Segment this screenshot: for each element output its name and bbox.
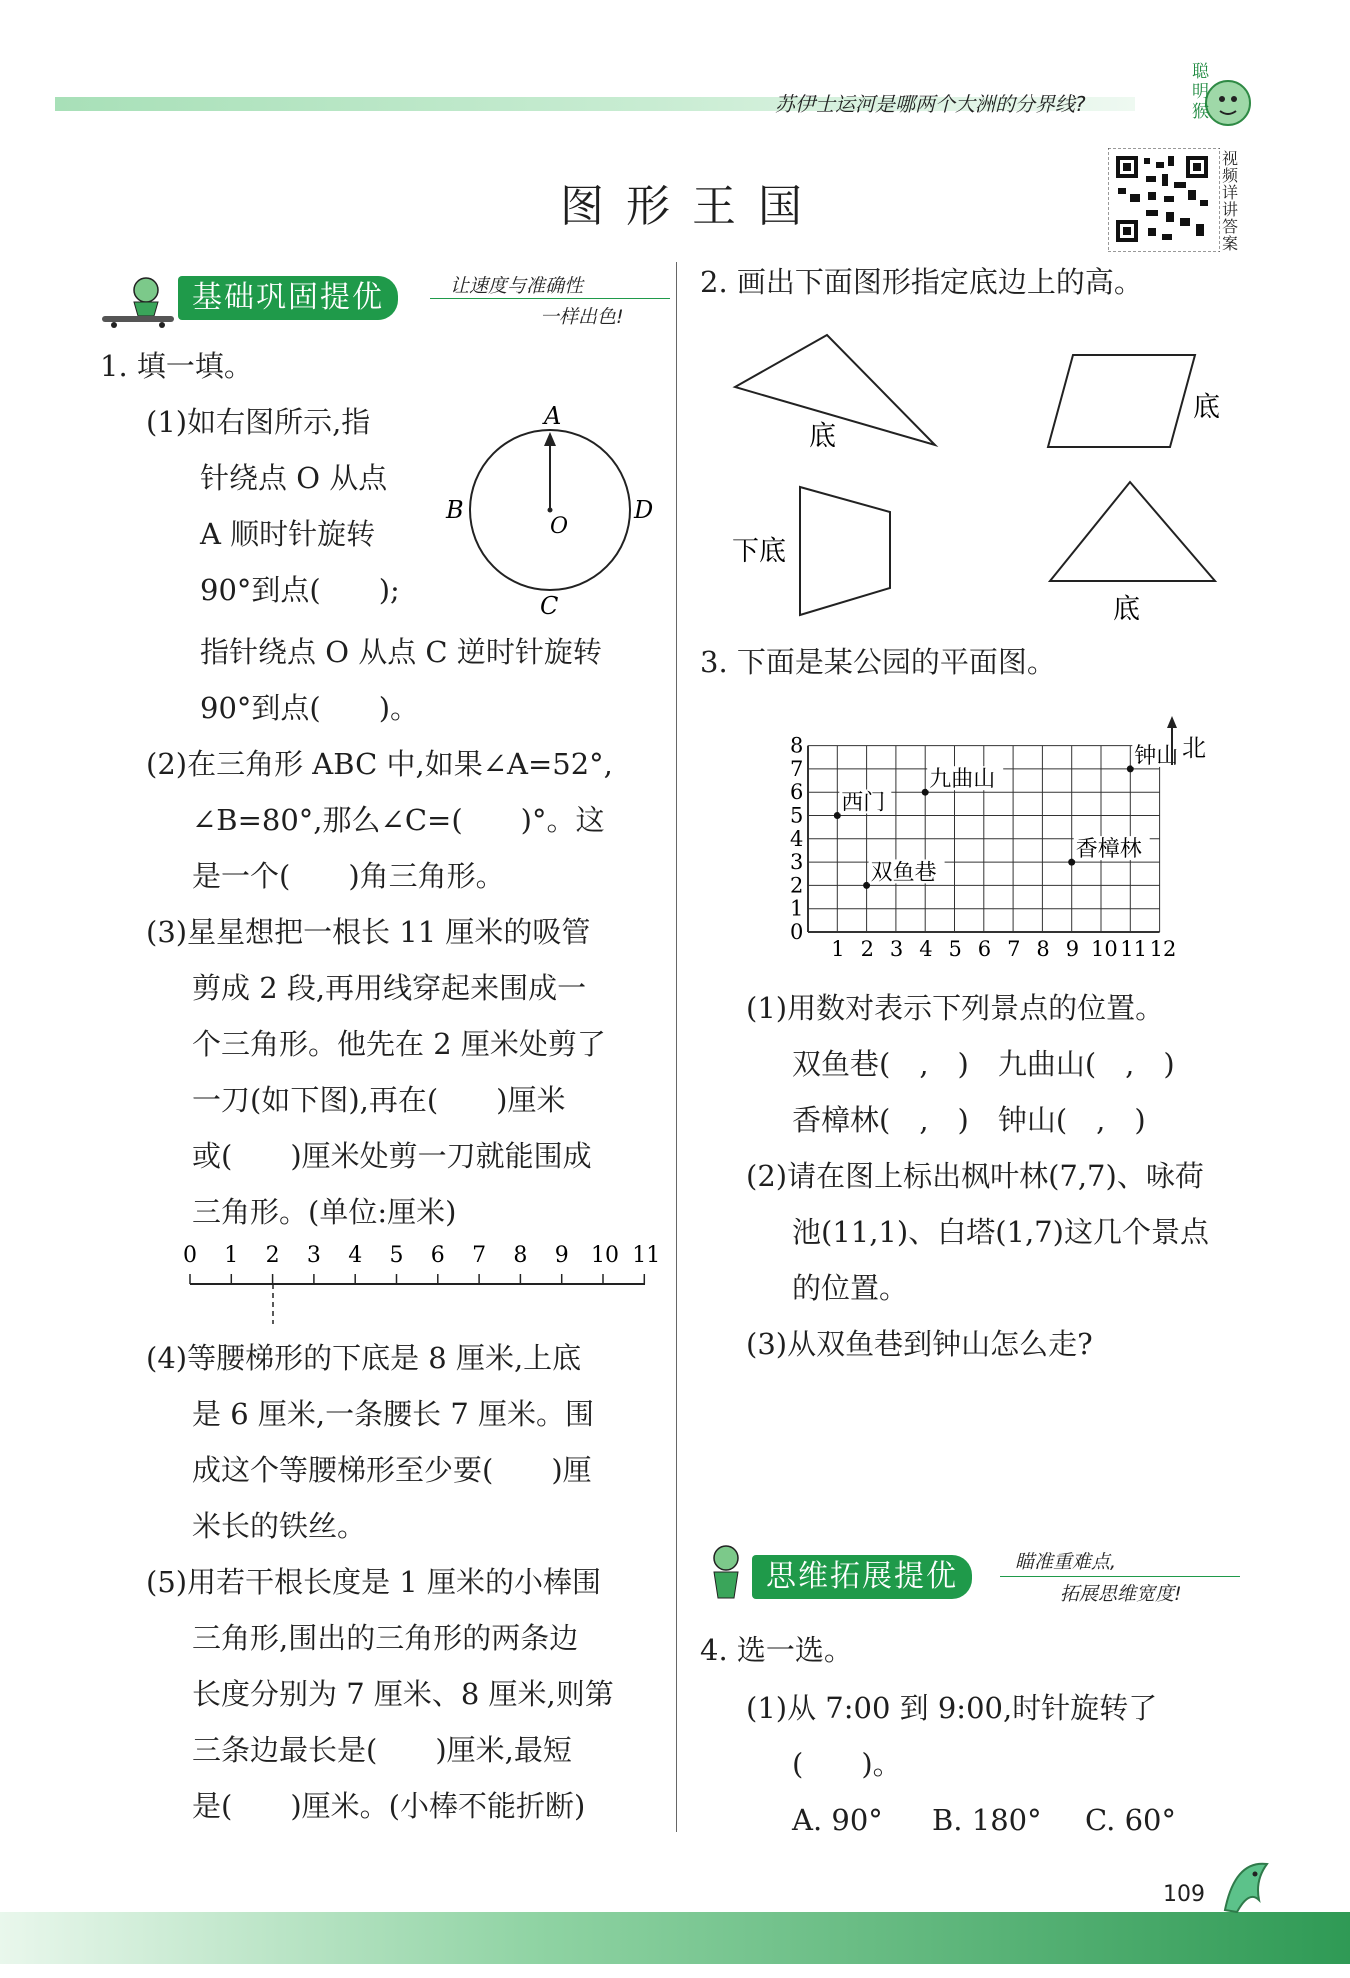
q1-5-line: 是( )厘米。(小棒不能折断) xyxy=(192,1789,586,1823)
q1-2-line: 是一个( )角三角形。 xyxy=(192,859,505,893)
ruler-tick-label: 10 xyxy=(591,1243,619,1268)
dolphin-icon xyxy=(1215,1850,1285,1940)
q1-1-line: 指针绕点 O 从点 C 逆时针旋转 xyxy=(200,635,602,669)
q1-4-line: 米长的铁丝。 xyxy=(192,1509,367,1543)
north-label: 北 xyxy=(1182,734,1206,762)
banner-line xyxy=(1000,1576,1240,1577)
q1-1-line: 90°到点( )。 xyxy=(200,691,420,725)
q1-3-line: 个三角形。他先在 2 厘米处剪了 xyxy=(192,1027,606,1061)
x-tick-label: 7 xyxy=(1007,937,1021,961)
mascot-label: 聪明猴 xyxy=(1192,62,1209,122)
y-tick-label: 6 xyxy=(790,780,804,805)
x-tick-label: 12 xyxy=(1149,937,1177,961)
section-banner-basic: 基础巩固提优 xyxy=(178,276,398,320)
triangle2-base-label: 底 xyxy=(1113,594,1140,625)
section-banner-extend: 思维拓展提优 xyxy=(752,1555,972,1599)
x-tick-label: 1 xyxy=(831,937,845,961)
label-c: C xyxy=(540,592,559,620)
ruler-tick-label: 5 xyxy=(389,1243,404,1268)
q1-3-line: 或( )厘米处剪一刀就能围成 xyxy=(192,1139,592,1173)
y-tick-label: 8 xyxy=(790,733,804,758)
x-tick-label: 6 xyxy=(977,937,992,961)
place-label: 香樟林 xyxy=(1075,837,1142,863)
triangle-shape xyxy=(1050,482,1215,581)
qr-label: 视频详讲答案 xyxy=(1222,149,1239,253)
triangle1-base-label: 底 xyxy=(809,421,836,452)
label-a: A xyxy=(544,402,562,430)
x-tick-label: 4 xyxy=(919,937,933,961)
ruler-tick-label: 4 xyxy=(348,1243,363,1268)
q2-heading: 2. 画出下面图形指定底边上的高。 xyxy=(700,265,1143,299)
ruler-tick-label: 3 xyxy=(306,1243,321,1268)
q1-2-line: (2)在三角形 ABC 中,如果∠A=52°, xyxy=(146,747,613,781)
clock-circle-figure xyxy=(440,400,660,630)
q1-3-line: 剪成 2 段,再用线穿起来围成一 xyxy=(192,971,587,1005)
ruler-tick-label: 6 xyxy=(430,1243,445,1268)
place-label: 九曲山 xyxy=(929,767,996,793)
q1-1-line: 90°到点( ); xyxy=(200,573,400,607)
q1-5-line: (5)用若干根长度是 1 厘米的小棒围 xyxy=(146,1565,601,1599)
q1-1-line: A 顺时针旋转 xyxy=(200,517,376,551)
q1-1-line: (1)如右图所示,指 xyxy=(146,405,371,439)
banner-slogan-1: 瞄准重难点, xyxy=(1015,1551,1117,1573)
ruler-tick-label: 9 xyxy=(554,1243,569,1268)
skateboard-mascot-icon xyxy=(98,272,178,328)
north-arrowhead-icon xyxy=(1167,716,1177,728)
page-number: 109 xyxy=(1163,1882,1205,1907)
place-label: 西门 xyxy=(841,790,886,816)
label-b: B xyxy=(446,496,464,524)
q4-option-a: A. 90° xyxy=(792,1803,883,1837)
x-tick-label: 2 xyxy=(860,937,874,961)
ruler-tick-label: 7 xyxy=(472,1243,487,1268)
place-label: 双鱼巷 xyxy=(870,860,937,886)
q1-2-line: ∠B=80°,那么∠C=( )°。这 xyxy=(192,803,605,837)
y-tick-label: 7 xyxy=(790,756,804,781)
x-tick-label: 5 xyxy=(948,937,962,961)
banner-slogan-1: 让速度与准确性 xyxy=(450,275,584,297)
q1-4-line: 是 6 厘米,一条腰长 7 厘米。围 xyxy=(192,1397,594,1431)
q1-5-line: 长度分别为 7 厘米、8 厘米,则第 xyxy=(192,1677,614,1711)
straw-ruler-figure xyxy=(170,1240,670,1330)
banner-slogan-2: 一样出色! xyxy=(540,306,624,328)
x-tick-label: 3 xyxy=(889,937,904,961)
q4-option-b: B. 180° xyxy=(932,1803,1042,1837)
q4-1-line: (1)从 7:00 到 9:00,时针旋转了 xyxy=(746,1691,1158,1725)
q4-heading: 4. 选一选。 xyxy=(700,1633,853,1667)
x-tick-label: 9 xyxy=(1065,937,1080,961)
q2-shapes-figure xyxy=(715,325,1275,635)
q4-option-c: C. 60° xyxy=(1085,1803,1176,1837)
page-title: 图形王国 xyxy=(560,181,824,232)
q1-5-line: 三角形,围出的三角形的两条边 xyxy=(192,1621,579,1655)
place-label: 钟山 xyxy=(1134,743,1179,769)
ruler-tick-label: 8 xyxy=(513,1243,528,1268)
q1-1-line: 针绕点 O 从点 xyxy=(200,461,388,495)
x-tick-label: 11 xyxy=(1120,937,1148,961)
q3-sub-line: 池(11,1)、白塔(1,7)这几个景点 xyxy=(792,1215,1209,1249)
y-tick-label: 3 xyxy=(790,850,804,875)
q1-3-line: 一刀(如下图),再在( )厘米 xyxy=(192,1083,566,1117)
q3-heading: 3. 下面是某公园的平面图。 xyxy=(700,645,1056,679)
q3-sub-line: 双鱼巷( , ) 九曲山( , ) xyxy=(792,1047,1175,1081)
q1-5-line: 三条边最长是( )厘米,最短 xyxy=(192,1733,572,1767)
q4-1-line: ( )。 xyxy=(792,1747,902,1781)
q3-sub-line: (3)从双鱼巷到钟山怎么走? xyxy=(746,1327,1093,1361)
label-o: O xyxy=(550,514,569,539)
x-tick-label: 10 xyxy=(1091,937,1118,961)
q3-sub-line: 香樟林( , ) 钟山( , ) xyxy=(792,1103,1146,1137)
x-tick-label: 8 xyxy=(1036,937,1050,961)
y-tick-label: 4 xyxy=(790,826,804,851)
parallelogram-shape xyxy=(1048,355,1195,447)
q1-4-line: 成这个等腰梯形至少要( )厘 xyxy=(192,1453,592,1487)
y-tick-label: 5 xyxy=(790,803,804,828)
thinking-mascot-icon xyxy=(700,1540,752,1610)
ruler-tick-label: 2 xyxy=(265,1243,280,1268)
trapezoid-shape xyxy=(800,487,890,615)
banner-slogan-2: 拓展思维宽度! xyxy=(1060,1583,1182,1605)
q3-sub-line: (2)请在图上标出枫叶林(7,7)、咏荷 xyxy=(746,1159,1204,1193)
q1-3-line: (3)星星想把一根长 11 厘米的吸管 xyxy=(146,915,591,949)
y-tick-label: 0 xyxy=(790,920,804,944)
header-question: 苏伊士运河是哪两个大洲的分界线? xyxy=(775,92,1086,116)
q1-heading: 1. 填一填。 xyxy=(100,349,253,383)
column-divider xyxy=(676,262,677,1832)
q3-sub-line: 的位置。 xyxy=(792,1271,909,1305)
y-tick-label: 2 xyxy=(790,873,804,898)
q3-sub-line: (1)用数对表示下列景点的位置。 xyxy=(746,991,1165,1025)
ruler-tick-label: 0 xyxy=(183,1243,197,1268)
parallelogram-base-label: 底 xyxy=(1193,392,1220,423)
y-tick-label: 1 xyxy=(790,896,804,921)
trapezoid-base-label: 下底 xyxy=(732,536,786,567)
pointer-arrowhead-icon xyxy=(544,432,556,446)
q1-3-line: 三角形。(单位:厘米) xyxy=(192,1195,457,1229)
qr-code-icon[interactable] xyxy=(1108,148,1220,252)
park-map-grid xyxy=(770,690,1220,980)
center-point xyxy=(548,508,553,513)
label-d: D xyxy=(634,496,654,524)
ruler-tick-label: 1 xyxy=(224,1243,239,1268)
q1-4-line: (4)等腰梯形的下底是 8 厘米,上底 xyxy=(146,1341,582,1375)
footer-stripe xyxy=(0,1912,1350,1964)
ruler-tick-label: 11 xyxy=(632,1243,661,1268)
